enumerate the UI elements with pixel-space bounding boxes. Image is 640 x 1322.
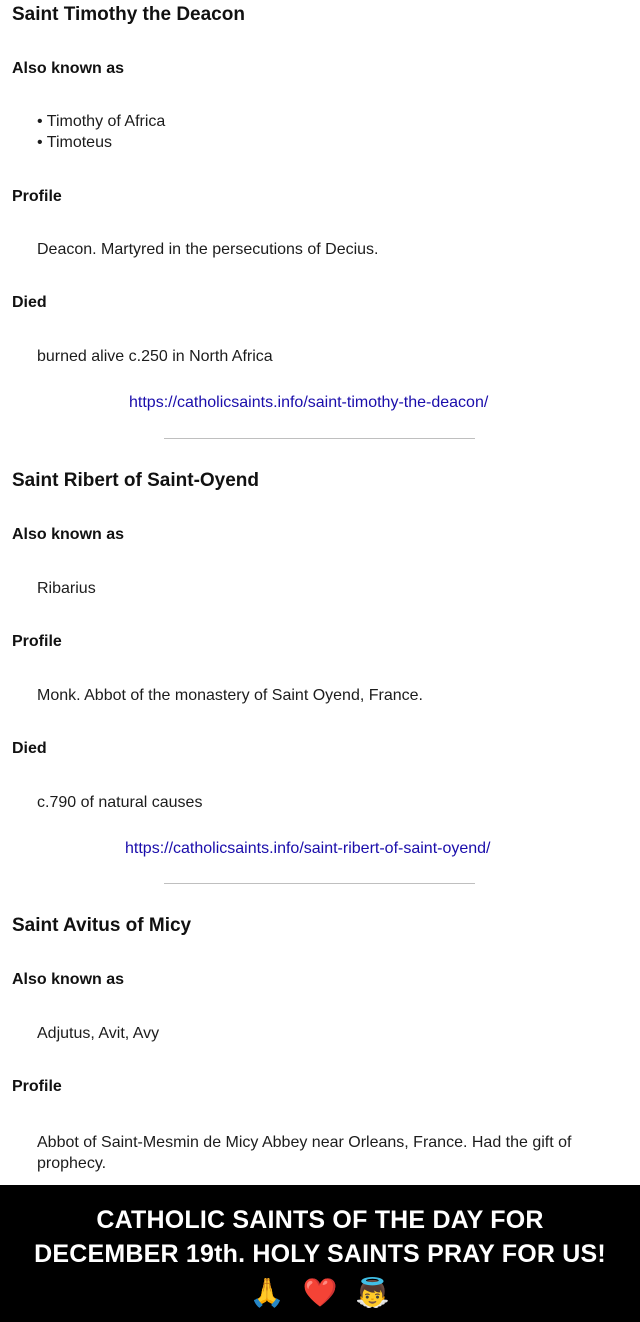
died-label: Died bbox=[12, 740, 47, 757]
also-known-as-label: Also known as bbox=[12, 60, 125, 77]
died-text: burned alive c.250 in North Africa bbox=[37, 348, 273, 365]
source-link[interactable]: https://catholicsaints.info/saint-timothy-the-deacon/ bbox=[129, 394, 489, 411]
profile-label: Profile bbox=[12, 188, 62, 205]
died-text: c.790 of natural causes bbox=[37, 794, 203, 811]
aka-text: Ribarius bbox=[37, 580, 96, 597]
profile-label: Profile bbox=[12, 1078, 62, 1095]
angel-icon: 👼 bbox=[355, 1277, 391, 1308]
aka-text: Adjutus, Avit, Avy bbox=[37, 1025, 160, 1042]
profile-text: Deacon. Martyred in the persecutions of Decius. bbox=[37, 241, 379, 258]
profile-text: Monk. Abbot of the monastery of Saint Oyend, France. bbox=[37, 687, 423, 704]
emoji-row bbox=[0, 1275, 640, 1311]
section-divider bbox=[164, 883, 475, 884]
praying-hands-icon: 🙏 bbox=[249, 1277, 285, 1308]
banner-line-2: DECEMBER 19th. HOLY SAINTS PRAY FOR US! bbox=[34, 1240, 606, 1268]
section-divider bbox=[164, 438, 475, 439]
aka-list-item: • Timoteus bbox=[37, 134, 112, 151]
profile-text: Abbot of Saint-Mesmin de Micy Abbey near Orleans, France. Had the gift of prophecy. bbox=[37, 1134, 572, 1172]
died-label: Died bbox=[12, 294, 47, 311]
profile-label: Profile bbox=[12, 633, 62, 650]
source-link[interactable]: https://catholicsaints.info/saint-ribert-of-saint-oyend/ bbox=[125, 840, 491, 857]
saint-title: Saint Ribert of Saint-Oyend bbox=[12, 470, 260, 491]
red-heart-icon: ❤️ bbox=[302, 1277, 338, 1308]
also-known-as-label: Also known as bbox=[12, 971, 125, 988]
aka-list-item: • Timothy of Africa bbox=[37, 113, 166, 130]
saint-title: Saint Avitus of Micy bbox=[12, 915, 192, 936]
banner-line-1: CATHOLIC SAINTS OF THE DAY FOR bbox=[96, 1206, 544, 1234]
also-known-as-label: Also known as bbox=[12, 526, 125, 543]
saint-title: Saint Timothy the Deacon bbox=[12, 4, 245, 25]
caption-banner bbox=[0, 1185, 640, 1322]
